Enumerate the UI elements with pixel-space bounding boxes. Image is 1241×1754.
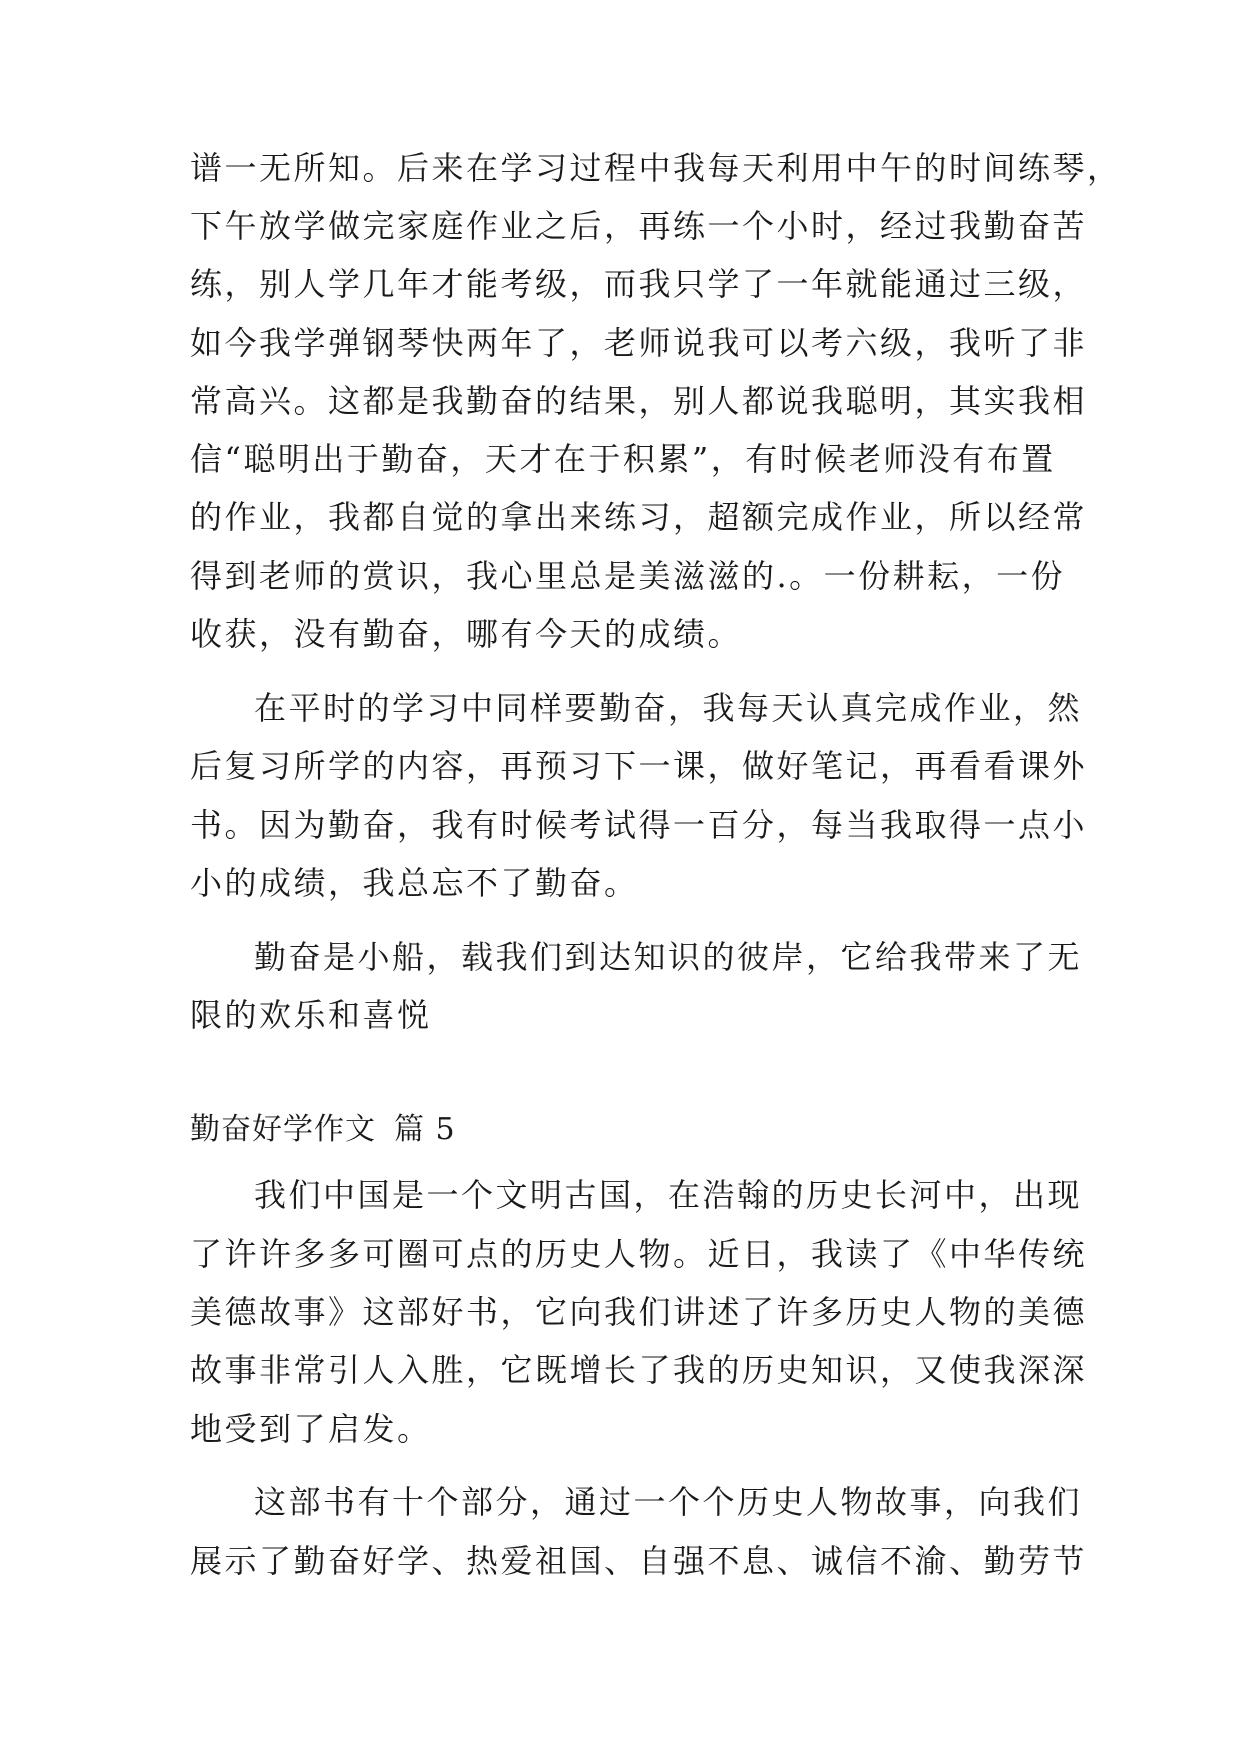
text-line: 如今我学弹钢琴快两年了，老师说我可以考六级，我听了非: [190, 324, 1088, 362]
text-line: 勤奋是小船，载我们到达知识的彼岸，它给我带来了无: [254, 938, 1083, 976]
text-line: 我们中国是一个文明古国，在浩翰的历史长河中，出现: [254, 1176, 1083, 1214]
text-line: 这部书有十个部分，通过一个个历史人物故事，向我们: [254, 1483, 1083, 1521]
text-line: 书。因为勤奋，我有时候考试得一百分，每当我取得一点小: [190, 806, 1088, 844]
text-line: 展示了勤奋好学、热爱祖国、自强不息、诚信不渝、勤劳节: [190, 1542, 1088, 1580]
section-heading: [190, 1100, 1050, 1160]
section-title: 勤奋好学作文: [190, 1112, 376, 1147]
text-line: 故事非常引人入胜，它既增长了我的历史知识，又使我深深: [190, 1351, 1088, 1389]
text-line: 收获，没有勤奋，哪有今天的成绩。: [190, 615, 743, 653]
text-line: 的作业，我都自觉的拿出来练习，超额完成作业，所以经常: [190, 498, 1088, 536]
text-line: 在平时的学习中同样要勤奋，我每天认真完成作业，然: [254, 689, 1083, 727]
text-line: 限的欢乐和喜悦: [190, 996, 432, 1034]
text-line: 常高兴。这都是我勤奋的结果，别人都说我聪明，其实我相: [190, 382, 1088, 420]
text-line: 小的成绩，我总忘不了勤奋。: [190, 864, 639, 902]
text-line: 谱一无所知。后来在学习过程中我每天利用中午的时间练琴，: [190, 149, 1122, 187]
text-line: 信“聪明出于勤奋，天才在于积累”，有时候老师没有布置: [190, 440, 1056, 478]
text-line: 美德故事》这部好书，它向我们讲述了许多历史人物的美德: [190, 1293, 1088, 1331]
text-line: 地受到了启发。: [190, 1410, 432, 1448]
section-number: 篇 5: [394, 1112, 456, 1147]
text-line: 下午放学做完家庭作业之后，再练一个小时，经过我勤奋苦: [190, 207, 1088, 245]
text-line: 练，别人学几年才能考级，而我只学了一年就能通过三级，: [190, 265, 1088, 303]
text-line: 了许许多多可圈可点的历史人物。近日，我读了《中华传统: [190, 1235, 1088, 1273]
text-line: 后复习所学的内容，再预习下一课，做好笔记，再看看课外: [190, 747, 1088, 785]
text-line: 得到老师的赏识，我心里总是美滋滋的.。一份耕耘，一份: [190, 557, 1066, 595]
